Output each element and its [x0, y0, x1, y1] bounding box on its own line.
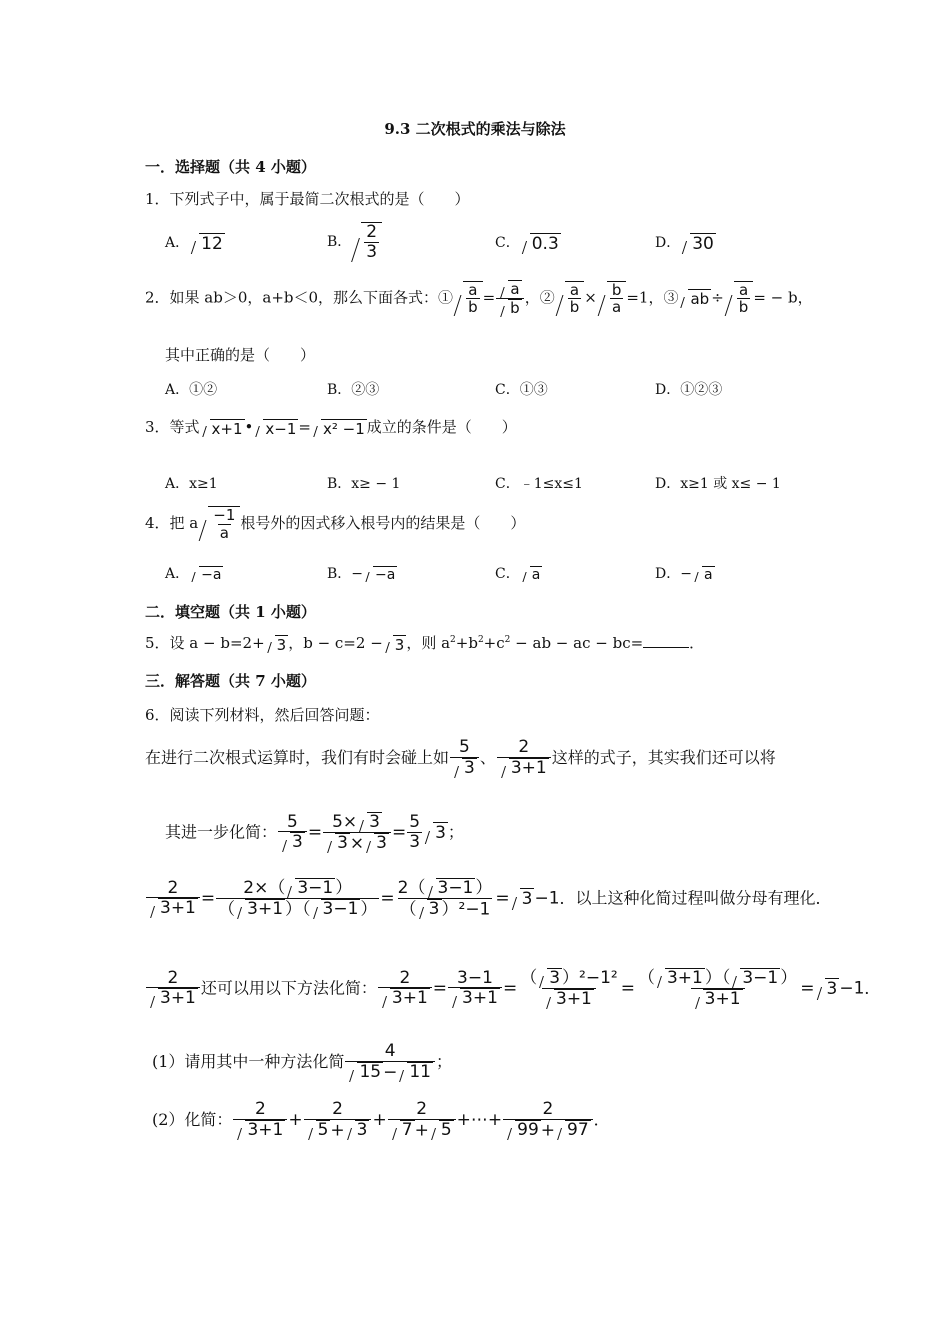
question-2-continued: 其中正确的是（ ） [165, 346, 316, 364]
q6-part2: (2）化简： $\frac{2}{3+1}$ + $\frac{2}{5 + 3}$ + $\frac{2}{7 + 5}$ +⋯+ $\frac{2}{99 + 97}$ ． [152, 1099, 610, 1140]
section-choice: 一．选择题（共 4 小题） [145, 158, 316, 176]
q6-method2: $\frac{2}{3+1}$ 还可以用以下方法化简： $\frac{2}{3+1}$ = $\frac{3-1}{3+1}$ = $\frac{\text{（ 3 ）²−1²}}{3+1}$ = $\frac{( 3+1 )( 3-1 )}{3+1}$ = 3 −1． [145, 968, 880, 1010]
q6-step2: $\frac{2}{3+1}$ = $\frac{2\times( 3-1 )}{( 3+1 )( 3-1 )}$ = $\frac{2( 3-1 )}{\text{（ 3 ）²−1}}$ = 3 −1．以上这种化简过程叫做分母有理化． [145, 878, 832, 920]
section-fill: 二．填空题（共 1 小题） [145, 603, 316, 621]
q3-option-a: A．x≥1 [165, 476, 218, 492]
q4-option-d: D．− a [655, 566, 713, 583]
question-3-stem: 3．等式 x+1 • x−1 = x² −1 成立的条件是（ ） [145, 418, 517, 438]
question-2-stem: 2．如果 ab＞0，a+b＜0，那么下面各式：① $\frac{a}{b}$ = $\frac{a}{b}$ ，② $\frac{a}{b}$ × $\frac{b}{a}$ =1，③ ab ÷ $\frac{a}{b}$ = − b， [145, 280, 813, 317]
q6-part1: (1）请用其中一种方法化简 $\frac{4}{15 - 11}$ ； [152, 1041, 452, 1082]
question-6-stem: 6．阅读下列材料，然后回答问题： [145, 706, 380, 724]
q1-option-d: D． 30 [655, 233, 714, 254]
page-title: 9.3 二次根式的乘法与除法 [384, 120, 566, 138]
q3-option-d: D．x≥1 或 x≤ − 1 [655, 476, 781, 492]
q2-option-a: A．①② [165, 382, 218, 398]
q2-option-c: C．①③ [495, 382, 548, 398]
q3-option-b: B．x≥ − 1 [327, 476, 401, 492]
question-4-stem: 4．把 a $\frac{-1}{a}$ 根号外的因式移入根号内的结果是（ ） [145, 506, 526, 542]
q4-option-b: B．− −a [327, 566, 396, 583]
question-1-stem: 1．下列式子中，属于最简二次根式的是（ ） [145, 190, 470, 208]
question-5: 5．设 a − b=2+ 3 ，b − c=2 − 3 ，则 $a^2+b^2+c^2$ − ab − ac − bc= ． [145, 634, 705, 654]
q6-step1: 其进一步化简： $\frac{5}{3}$ = $\frac{5\times 3}{3 \times 3}$ = $\frac{5}{3}$ 3 ； [165, 811, 464, 853]
q4-option-c: C． a [495, 566, 541, 583]
q1-option-a: A． 12 [165, 233, 223, 254]
q2-option-d: D．①②③ [655, 382, 723, 398]
q2-option-b: B．②③ [327, 382, 380, 398]
q3-option-c: C．﹣1≤x≤1 [495, 476, 583, 492]
q1-option-c: C． 0.3 [495, 233, 559, 254]
answer-blank [643, 647, 689, 648]
q1-option-b: B． $\frac{2}{3}$ [327, 222, 382, 262]
q4-option-a: A． −a [165, 566, 222, 583]
q6-intro: 在进行二次根式运算时，我们有时会碰上如 $\frac{5}{3}$ 、 $\frac{2}{3+1}$ 这样的式子，其实我们还可以将 [145, 737, 776, 778]
section-answer: 三．解答题（共 7 小题） [145, 672, 316, 690]
